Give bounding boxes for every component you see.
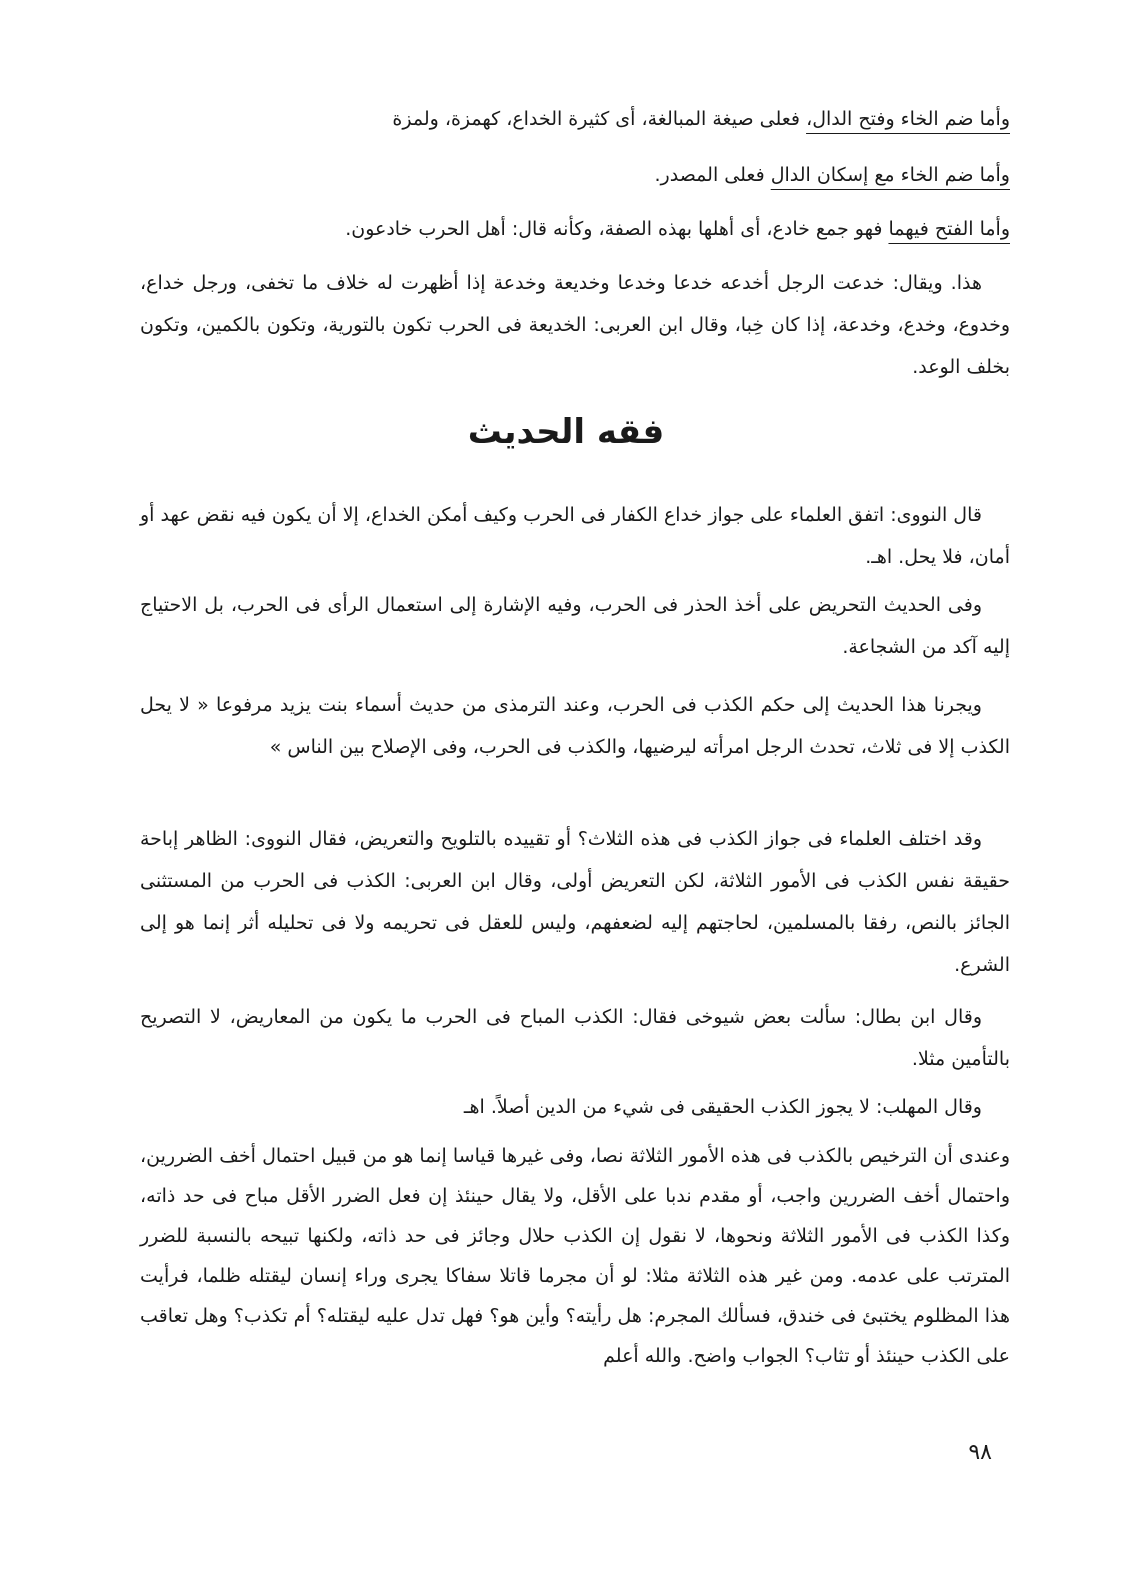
underlined-term: وأما ضم الخاء مع إسكان الدال — [770, 164, 1010, 186]
section-heading: فقه الحديث — [467, 412, 665, 452]
paragraph-caution: وفى الحديث التحريض على أخذ الحذر فى الحرب، وفيه الإشارة إلى استعمال الرأى فى الحرب، بل الاحتياج إليه آكد من الشجاعة. — [140, 594, 1010, 658]
paragraph-khidaa-definition: هذا. ويقال: خدعت الرجل أخدعه خدعا وخدعا وخديعة وخدعة إذا أظهرت له خلاف ما تخفى، ورجل خداع، وخدوع، وخدع، وخدعة، إذا كان خِبا، وقال ابن العربى: الخديعة فى الحرب تكون بالتورية، وتكون بالكمين، وتكون بخلف الوعد. — [140, 272, 1010, 378]
paragraph-muhallab: وقال المهلب: لا يجوز الكذب الحقيقى فى شيء من الدين أصلاً. اهـ — [463, 1096, 982, 1118]
intro-line-1 — [140, 98, 1010, 140]
paragraph-scholars-disagreement: وقد اختلف العلماء فى جواز الكذب فى هذه الثلاث؟ أو تقييده بالتلويح والتعريض، فقال النووى: الظاهر إباحة حقيقة نفس الكذب فى الأمور الثلاثة، لكن التعريض أولى، وقال ابن العربى: الكذب فى الحرب من المستثنى الجائز بالنص، رفقا بالمسلمين، لحاجتهم إليه لضعفهم، وليس للعقل فى تحريمه ولا فى تحليله أثر إنما هو إلى الشرع. — [140, 828, 1010, 976]
paragraph-ibn-battal: وقال ابن بطال: سألت بعض شيوخى فقال: الكذب المباح فى الحرب ما يكون من المعاريض، لا التصريح بالتأمين مثلا. — [140, 1006, 1010, 1070]
underlined-term: وأما الفتح فيهما — [888, 218, 1010, 240]
paragraph-tirmidhi-hadith: ويجرنا هذا الحديث إلى حكم الكذب فى الحرب، وعند الترمذى من حديث أسماء بنت يزيد مرفوعا « لا يحل الكذب إلا فى ثلاث، تحدث الرجل امرأته ليرضيها، والكذب فى الحرب، وفى الإصلاح بين الناس » — [140, 694, 1010, 758]
page-number: ٩٨ — [968, 1440, 992, 1465]
underlined-term: وأما ضم الخاء وفتح الدال، — [806, 108, 1010, 130]
line-text: فهو جمع خادع، أى أهلها بهذه الصفة، وكأنه قال: أهل الحرب خادعون. — [345, 218, 889, 240]
line-text: فعلى المصدر. — [654, 164, 771, 186]
paragraph-nawawi: قال النووى: اتفق العلماء على جواز خداع الكفار فى الحرب وكيف أمكن الخداع، إلا أن يكون فيه نقض عهد أو أمان، فلا يحل. اهـ. — [139, 504, 1010, 568]
intro-line-2 — [140, 154, 1010, 196]
line-text: فعلى صيغة المبالغة، أى كثيرة الخداع، كهمزة، ولمزة — [392, 108, 807, 130]
intro-line-3 — [140, 208, 1010, 250]
paragraph-author-opinion: وعندى أن الترخيص بالكذب فى هذه الأمور الثلاثة نصا، وفى غيرها قياسا إنما هو من قبيل احتمال أخف الضررين، واحتمال أخف الضررين واجب، أو مقدم ندبا على الأقل، ولا يقال حينئذ إن فعل الضرر الأقل مباح فى حد ذاته، وكذا الكذب فى الأمور الثلاثة ونحوها، لا نقول إن الكذب حلال وجائز فى حد ذاته، ولكنها تبيحه بالنسبة للضرر المترتب على عدمه. ومن غير هذه الثلاثة مثلا: لو أن مجرما قاتلا سفاكا يجرى وراء إنسان ليقتله ظلما، فرأيت هذا المظلوم يختبئ فى خندق، فسألك المجرم: هل رأيته؟ وأين هو؟ فهل تدل عليه ليقتله؟ أم تكذب؟ وهل تعاقب على الكذب حينئذ أو تثاب؟ الجواب واضح. والله أعلم — [140, 1145, 1010, 1367]
